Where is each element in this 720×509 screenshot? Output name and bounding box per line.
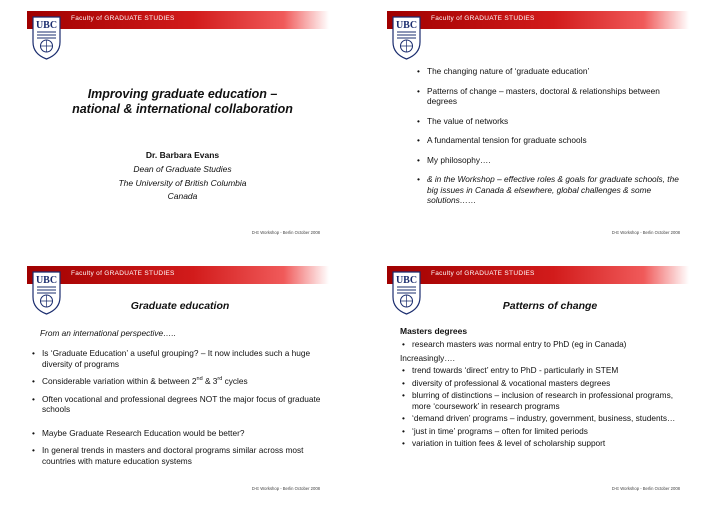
svg-text:UBC: UBC xyxy=(35,20,58,31)
list-item: • Maybe Graduate Research Education would be better? xyxy=(30,428,330,439)
slide-title: Graduate education xyxy=(130,300,230,312)
header-bar xyxy=(27,266,329,284)
slide-2 xyxy=(360,0,720,254)
footer: D-E Workshop - Berlin October 2008 xyxy=(251,230,320,235)
slide-4 xyxy=(360,255,720,509)
slide-title: Improving graduate education – national & international collaboration xyxy=(72,87,293,116)
ubc-logo-icon xyxy=(392,16,421,60)
list-item: • A fundamental tension for graduate schools xyxy=(415,135,685,146)
header-text: Faculty of GRADUATE STUDIES xyxy=(431,15,535,22)
footer: D-E Workshop - Berlin October 2008 xyxy=(251,486,320,491)
institution: The University of British Columbia xyxy=(118,178,247,188)
bullet-list xyxy=(30,348,330,466)
list-item: • Considerable variation within & between 2nd & 3rd cycles xyxy=(30,376,330,387)
header-bar xyxy=(387,266,689,284)
list-item: • ‘demand driven’ programs – industry, government, business, students… xyxy=(400,413,692,424)
list-item: • The changing nature of ‘graduate education’ xyxy=(415,66,685,77)
list-item: • The value of networks xyxy=(415,116,685,127)
presenter-name: Dr. Barbara Evans xyxy=(145,150,220,160)
list-item: • My philosophy…. xyxy=(415,155,685,166)
section-heading: Masters degrees xyxy=(400,326,468,336)
presenter-role: Dean of Graduate Studies xyxy=(133,164,232,174)
ubc-logo-icon xyxy=(392,271,421,315)
list-item: • Patterns of change – masters, doctoral & relationships between degrees xyxy=(415,86,685,107)
list-item: • research masters was normal entry to PhD (eg in Canada) xyxy=(400,339,690,350)
footer: D-E Workshop - Berlin October 2008 xyxy=(611,486,680,491)
list-item: • ‘just in time’ programs – often for limited periods xyxy=(400,426,692,437)
svg-text:UBC: UBC xyxy=(35,275,58,286)
list-item: • variation in tuition fees & level of scholarship support xyxy=(400,438,692,449)
list-item: • blurring of distinctions – inclusion of research in professional programs, more ‘coursework’ in research programs xyxy=(400,390,692,411)
slide-title: Patterns of change xyxy=(502,300,598,312)
list-item: • In general trends in masters and doctoral programs similar across most countries with mature education systems xyxy=(30,445,330,466)
list-item: • trend towards ‘direct’ entry to PhD - particularly in STEM xyxy=(400,365,692,376)
header-text: Faculty of GRADUATE STUDIES xyxy=(71,270,175,277)
list-item: • & in the Workshop – effective roles & goals for graduate schools, the big issues in Canada & elsewhere, global challenges & some solutions…… xyxy=(415,174,685,206)
header-bar xyxy=(27,11,329,29)
increasingly-label: Increasingly…. xyxy=(400,353,455,363)
footer: D-E Workshop - Berlin October 2008 xyxy=(611,230,680,235)
slide-1 xyxy=(0,0,360,254)
list-item: • Often vocational and professional degrees NOT the major focus of graduate schools xyxy=(30,394,330,415)
masters-list xyxy=(400,339,690,350)
svg-text:UBC: UBC xyxy=(395,20,418,31)
trend-list xyxy=(400,365,692,449)
header-bar xyxy=(387,11,689,29)
slide-3 xyxy=(0,255,360,509)
ubc-logo-icon xyxy=(32,271,61,315)
intro-text: From an international perspective….. xyxy=(40,328,177,338)
list-item: • diversity of professional & vocational masters degrees xyxy=(400,378,692,389)
ubc-logo-icon xyxy=(32,16,61,60)
svg-text:UBC: UBC xyxy=(395,275,418,286)
country: Canada xyxy=(167,191,198,201)
agenda-list xyxy=(415,66,685,206)
list-item: • Is ‘Graduate Education’ a useful grouping? – It now includes such a huge diversity of programs xyxy=(30,348,330,369)
header-text: Faculty of GRADUATE STUDIES xyxy=(431,270,535,277)
header-text: Faculty of GRADUATE STUDIES xyxy=(71,15,175,22)
